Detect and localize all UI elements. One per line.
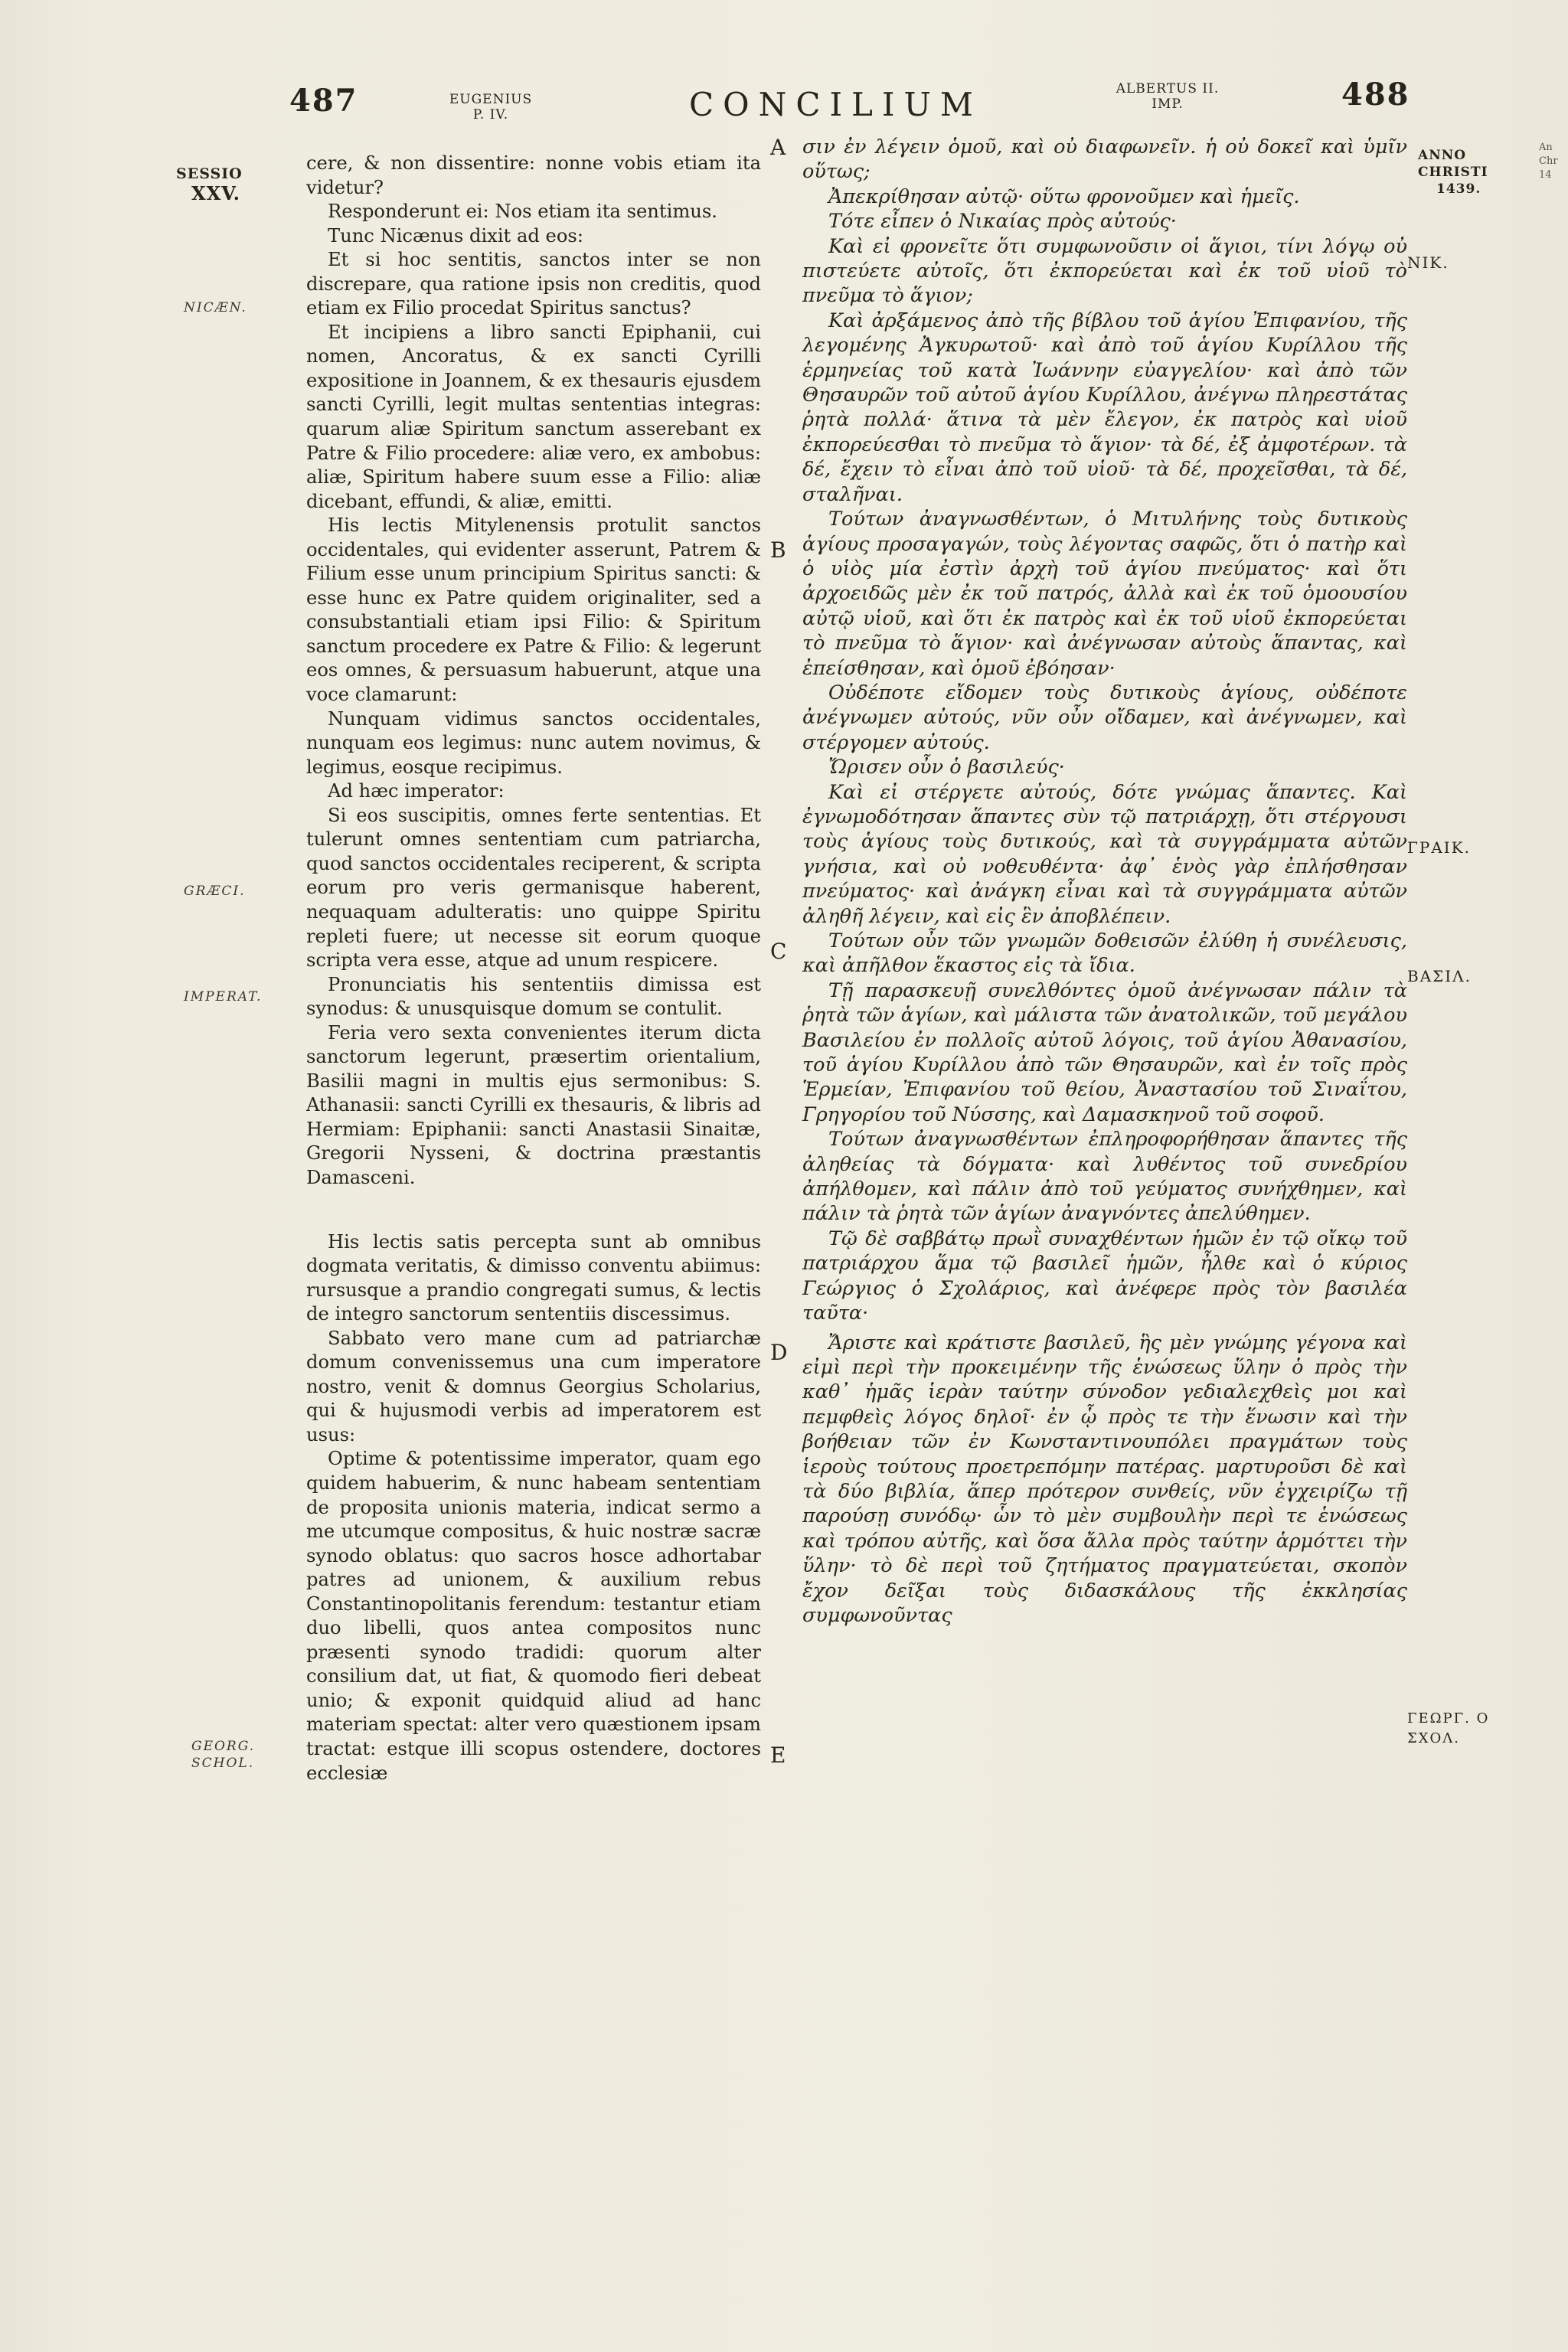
latin-paragraph: Et incipiens a libro sancti Epiphanii, cui nomen, Ancoratus, & ex sancti Cyrilli expositione in Joannem, & ex thesauris ejusdem sancti Cyrilli, legit multas sententias integras: quarum aliæ Spiritum sanctum asserebant ex Patre & Filio procedere: aliæ vero, ex ambobus: aliæ, Spiritum habere suum esse a Filio: aliæ dicebant, effundi, & aliæ, emitti. bbox=[306, 321, 761, 512]
adjacent-page-edge bbox=[1539, 141, 1558, 182]
greek-paragraph: σιν ἐν λέγειν ὁμοῦ, καὶ οὐ διαφωνεῖν. ἡ οὐ δοκεῖ καὶ ὑμῖν οὕτως; bbox=[802, 136, 1407, 184]
latin-paragraph: Si eos suscipitis, omnes ferte sententias. Et tulerunt omnes sententiam cum patriarcha, quod sanctos occidentales reciperent, & scripta eorum pro veris germanisque haberent, nequaquam adulteratis: uno quippe Spiritu repleti fuere; ut necesse sit eorum quoque scripta vera esse, atque ad unum respicere. bbox=[306, 804, 761, 972]
latin-paragraph: Sabbato vero mane cum ad patriarchæ domum convenissemus una cum imperatore nostro, venit & domnus Georgius Scholarius, qui & hujusmodi verbis ad imperatorem est usus: bbox=[306, 1327, 761, 1446]
running-head-right bbox=[1102, 81, 1233, 112]
latin-paragraph: Responderunt ei: Nos etiam ita sentimus. bbox=[328, 201, 717, 223]
year-label: 1439. bbox=[1436, 181, 1481, 197]
greek-paragraph: Καὶ ἀρξάμενος ἀπὸ τῆς βίβλου τοῦ ἁγίου Ἐπιφανίου, τῆς λεγομένης Ἀγκυρωτοῦ· καὶ ἀπὸ τοῦ ἁγίου Κυρίλλου τῆς ἑρμηνείας τοῦ κατὰ Ἰωάννην εὐαγγελίου· καὶ ἀπὸ τῶν Θησαυρῶν τοῦ αὐτοῦ ἁγίου Κυρίλλου, ἀνέγνω πληρεστάτας ῥητὰ πολλά· ἅτινα τὰ μὲν ἔλεγον, ἐκ πατρὸς καὶ υἱοῦ ἐκπορεύεσθαι τὸ πνεῦμα τὸ ἅγιον· τὰ δέ, ἐξ ἀμφοτέρων. τὰ δέ, ἔχειν τὸ εἶναι ἀπὸ τοῦ υἱοῦ· τὰ δέ, προχεῖσθαι, τὰ δέ, σταλῆναι. bbox=[802, 309, 1407, 506]
section-letter-a: A bbox=[770, 135, 786, 160]
margin-georg: GEORG. bbox=[191, 1739, 256, 1754]
latin-paragraph: Pronunciatis his sententiis dimissa est synodus: & unusquisque domum se contulit. bbox=[306, 973, 761, 1020]
margin-nicaen: NICÆN. bbox=[184, 300, 247, 315]
running-head-emperor: ALBERTUS II. bbox=[1116, 81, 1220, 96]
latin-paragraph: cere, & non dissentire: nonne vobis etiam ita videtur? bbox=[306, 152, 761, 198]
running-title: CONCILIUM bbox=[689, 86, 982, 123]
margin-georg-schol-greek bbox=[1407, 1709, 1489, 1749]
sessio-number: XXV. bbox=[191, 182, 241, 204]
latin-paragraph: His lectis Mitylenensis protulit sanctos occidentales, qui evidenter asserunt, Patrem & Filium esse unum principium Spiritus sancti: & esse hunc ex Patre quidem originaliter, sed a consubstantiali etiam ipsi Filio: & Spiritum sanctum procedere ex Patre & Filio: & legerunt eos omnes, & persuasum habuerunt, atque una voce clamarunt: bbox=[306, 514, 761, 706]
latin-paragraph: Feria vero sexta convenientes iterum dicta sanctorum legerunt, præsertim orientalium, Basilii magni in multis ejus sermonibus: S. Athanasii: sancti Cyrilli ex thesauris, & libris ad Hermiam: Epiphanii: sancti Anastasii Sinaitæ, Gregorii Nysseni, & doctrina præstantis Damasceni. bbox=[306, 1021, 761, 1188]
greek-paragraph: Τούτων ἀναγνωσθέντων, ὁ Μιτυλήνης τοὺς δυτικοὺς ἁγίους προσαγαγών, τοὺς λέγοντας σαφῶς, ὅτι ὁ πατὴρ καὶ ὁ υἱὸς μία ἐστὶν ἀρχὴ τοῦ ἁγίου πνεύματος· καὶ ὅτι ἀρχοειδῶς μὲν ἐκ τοῦ πατρός, ἀλλὰ καὶ ἐκ τοῦ ὁμοουσίου αὐτῷ υἱοῦ, καὶ ὅτι ἐκ πατρὸς καὶ ἐκ τοῦ υἱοῦ ἐκπορεύεται τὸ πνεῦμα τὸ ἅγιον· καὶ ἀνέγνωσαν αὐτοὺς ἅπαντας, καὶ ἐπείσθησαν, καὶ ὁμοῦ ἐβόησαν· bbox=[802, 508, 1407, 680]
section-letter-d: D bbox=[770, 1340, 788, 1365]
anno-label: ANNO bbox=[1418, 148, 1467, 163]
latin-column bbox=[306, 152, 761, 1785]
greek-paragraph: Ἄριστε καὶ κράτιστε βασιλεῦ, ἣς μὲν γνώμης γέγονα καὶ εἰμὶ περὶ τὴν προκειμένην τῆς ἑνώσεως ὕλην ὁ πρὸς τὴν καθ᾽ ἡμᾶς ἱερὰν ταύτην σύνοδον γεδιαλεχθεὶς μοι καὶ πεμφθεὶς λόγος δηλοῖ· ἐν ᾧ πρὸς τε τὴν ἕνωσιν καὶ τὴν βοήθειαν τῶν ἐν Κωνσταντινουπόλει πραγμάτων τοὺς ἱεροὺς τούτους προετρεπόμην πατέρας. μαρτυροῦσι δὲ καὶ τὰ δύο βιβλία, ἅπερ πρότερον συνθείς, νῦν ἐγχειρίζω τῇ παρούσῃ συνόδῳ· ὧν τὸ μὲν συμβουλὴν περὶ τε ἑνώσεως καὶ τρόπου αὐτῆς, καὶ ὅσα ἄλλα πρὸς ταύτην ἁρμόττει τὴν ὕλην· τὸ δὲ περὶ τοῦ ζητήματος πραγματεύεται, σκοπὸν ἔχον δεῖξαι τοὺς διδασκάλους τῆς ἐκκλησίας συμφωνοῦντας bbox=[802, 1331, 1407, 1627]
margin-graik: ΓΡΑΙΚ. bbox=[1407, 838, 1471, 857]
greek-paragraph: Καὶ εἰ φρονεῖτε ὅτι συμφωνοῦσιν οἱ ἅγιοι, τίνι λόγῳ οὐ πιστεύετε αὐτοῖς, ὅτι ἐκπορεύεται καὶ ἐκ τοῦ υἱοῦ τὸ πνεῦμα τὸ ἅγιον; bbox=[802, 234, 1407, 308]
margin-imperat: IMPERAT. bbox=[184, 989, 263, 1004]
margin-schol-greek: ΣΧΟΛ. bbox=[1407, 1730, 1461, 1746]
paragraph-gap bbox=[306, 1191, 761, 1230]
latin-paragraph: Optime & potentissime imperator, quam ego quidem habuerim, & nunc habeam sententiam de proposita unionis materia, indicat sermo a me utcumque compositus, & huic nostræ sacræ synodo oblatus: quo sacros hosce adhortabar patres ad unionem, & auxilium rebus Constantinopolitanis ferendum: testantur etiam duo libelli, quos antea compositos nunc præsenti synodo tradidi: quorum alter consilium dat, ut fiat, & quomodo fieri debeat unio; & exponit quidquid aliud ad hanc materiam spectat: alter vero quæstionem ipsam tractat: estque illi scopus ostendere, doctores ecclesiæ bbox=[306, 1448, 761, 1784]
latin-paragraph: His lectis satis percepta sunt ab omnibus dogmata veritatis, & dimisso conventu abiimus: rursusque a prandio congregati sumus, & lectis de integro sanctorum sententiis discessimus. bbox=[306, 1230, 761, 1325]
greek-paragraph: Τότε εἶπεν ὁ Νικαίας πρὸς αὐτούς· bbox=[828, 210, 1177, 234]
edge-line-3: 14 bbox=[1539, 169, 1552, 181]
greek-paragraph: Οὐδέποτε εἴδομεν τοὺς δυτικοὺς ἁγίους, οὐδέποτε ἀνέγνωμεν αὐτούς, νῦν οὖν οἴδαμεν, καὶ ἀνέγνωμεν, καὶ στέργομεν αὐτούς. bbox=[802, 681, 1407, 754]
greek-paragraph: Τῷ δὲ σαββάτῳ πρωῒ συναχθέντων ἡμῶν ἐν τῷ οἴκῳ τοῦ πατριάρχου ἅμα τῷ βασιλεῖ ἡμῶν, ἦλθε καὶ ὁ κύριος Γεώργιος ὁ Σχολάριος, καὶ ἀνέφερε πρὸς τὸν βασιλέα ταῦτα· bbox=[802, 1227, 1407, 1325]
margin-basil: ΒΑΣΙΛ. bbox=[1407, 967, 1472, 985]
greek-paragraph: Τούτων ἀναγνωσθέντων ἐπληροφορήθησαν ἅπαντες τῆς ἀληθείας τὰ δόγματα· καὶ λυθέντος τοῦ συνεδρίου ἀπήλθομεν, καὶ πάλιν ἀπὸ τοῦ γεύματος συνήχθημεν, καὶ πάλιν τὰ ῥητὰ τῶν ἁγίων ἀναγνόντες ἀπελύθημεν. bbox=[802, 1128, 1407, 1226]
running-head-pope-number: P. IV. bbox=[472, 107, 509, 122]
christi-label: CHRISTI bbox=[1418, 165, 1488, 180]
latin-paragraph: Et si hoc sentitis, sanctos inter se non discrepare, qua ratione ipsis non creditis, quod etiam ex Filio procedat Spiritus sanctus? bbox=[306, 249, 761, 319]
running-head-left bbox=[441, 92, 541, 122]
section-letter-e: E bbox=[770, 1743, 786, 1768]
sessio-note bbox=[176, 164, 243, 204]
greek-column bbox=[802, 135, 1407, 1628]
greek-paragraph: Τούτων οὖν τῶν γνωμῶν δοθεισῶν ἐλύθη ἡ συνέλευσις, καὶ ἀπῆλθον ἕκαστος εἰς τὰ ἴδια. bbox=[802, 929, 1407, 978]
margin-graeci: GRÆCI. bbox=[184, 884, 246, 899]
margin-georg-greek: ΓΕΩΡΓ. Ο bbox=[1407, 1710, 1490, 1726]
margin-georg-schol bbox=[191, 1738, 255, 1772]
greek-paragraph: Ὤρισεν οὖν ὁ βασιλεύς· bbox=[828, 756, 1065, 779]
margin-nik: NIK. bbox=[1407, 253, 1449, 272]
greek-paragraph: Καὶ εἰ στέργετε αὐτούς, δότε γνώμας ἅπαντες. Καὶ ἐγνωμοδότησαν ἅπαντες σὺν τῷ πατριάρχῃ, ὅτι στέργουσι τοὺς ἁγίους τοὺς δυτικούς, καὶ τὰ συγγράμματα αὐτῶν γνήσια, καὶ οὐ νοθευθέντα· ἀφ᾽ ἑνὸς γὰρ ἐπλήσθησαν πνεύματος· καὶ ἀνάγκη εἶναι καὶ τὰ συγγράμματα αὐτῶν ἀληθῆ λέγειν, καὶ εἰς ἓν ἀποβλέπειν. bbox=[802, 780, 1407, 928]
page-number-left: 487 bbox=[289, 83, 358, 119]
edge-line-1: An bbox=[1539, 142, 1553, 153]
anno-christi-note bbox=[1418, 147, 1488, 198]
greek-paragraph: Ἀπεκρίθησαν αὐτῷ· οὕτω φρονοῦμεν καὶ ἡμεῖς. bbox=[828, 185, 1300, 208]
section-letter-b: B bbox=[770, 537, 786, 563]
running-head-emperor-title: IMP. bbox=[1152, 96, 1184, 112]
sessio-label: SESSIO bbox=[176, 165, 243, 182]
page-number-right: 488 bbox=[1341, 77, 1410, 113]
edge-line-2: Chr bbox=[1539, 155, 1558, 167]
running-head-pope: EUGENIUS bbox=[449, 92, 533, 107]
latin-paragraph: Nunquam vidimus sanctos occidentales, nunquam eos legimus: nunc autem novimus, & legimus, eosque recipimus. bbox=[306, 707, 761, 778]
margin-schol: SCHOL. bbox=[191, 1756, 255, 1771]
section-letter-c: C bbox=[770, 939, 787, 964]
greek-paragraph: Τῇ παρασκευῇ συνελθόντες ὁμοῦ ἀνέγνωσαν πάλιν τὰ ῥητὰ τῶν ἁγίων, καὶ μάλιστα τῶν ἀνατολικῶν, τοῦ μεγάλου Βασιλείου ἐν πολλοῖς αὐτοῦ λόγοις, τοῦ ἁγίου Ἀθανασίου, τοῦ ἁγίου Κυρίλλου ἀπὸ τῶν Θησαυρῶν, καὶ ἐν τοῖς πρὸς Ἑρμείαν, Ἐπιφανίου τοῦ θείου, Ἀναστασίου τοῦ Σιναΐτου, Γρηγορίου τοῦ Νύσσης, καὶ Δαμασκηνοῦ τοῦ σοφοῦ. bbox=[802, 978, 1407, 1126]
latin-paragraph: Ad hæc imperator: bbox=[328, 780, 505, 802]
latin-paragraph: Tunc Nicænus dixit ad eos: bbox=[328, 224, 583, 247]
